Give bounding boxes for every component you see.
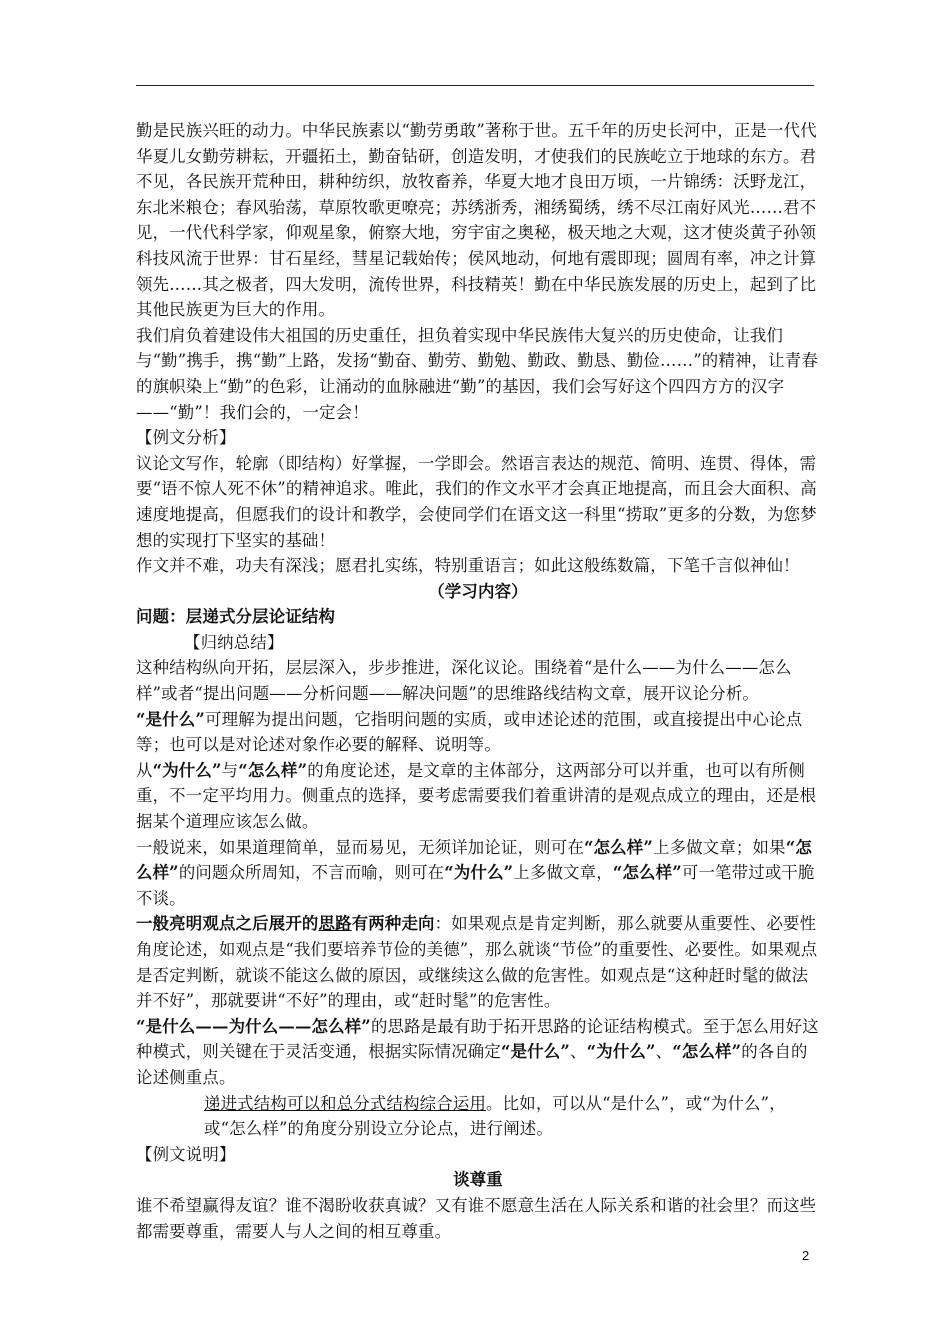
text-run: “怎么样” (136, 837, 812, 883)
text-run: 。比如，可以从“是什么”，或“为什么”，或“怎么样”的角度分别设立分论点，进行阐述。 (204, 1093, 786, 1139)
text-run: “怎么样” (583, 837, 653, 857)
summary-label: 【归纳总结】 (184, 632, 284, 652)
paragraph-what (136, 707, 820, 758)
text-run: “是什么” (501, 1042, 571, 1062)
text-run: 、 (570, 1042, 587, 1062)
paragraph-diligence-call: 我们肩负着建设伟大祖国的历史重任，担负着实现中华民族伟大复兴的历史使命，让我们与“勤”携手，携“勤”上路，发扬“勤奋、勤劳、勤勉、勤政、勤恳、勤俭……”的精神，让青春的旗帜染上“勤”的色彩，让涌动的血脉融进“勤”的基因，我们会写好这个四四方方的汉字——“勤”！我们会的，一定会！ (136, 325, 818, 422)
text-run: 上多做文章；如果 (652, 837, 786, 857)
text-run: 有两种走向 (351, 914, 435, 934)
paragraph-motto: 作文并不难，功夫有深浅；愿君扎实练，特别重语言；如此这般练数篇，下笔千言似神仙！ (136, 556, 800, 576)
text-run: 递进式结构可以和总分式结构综合运用 (204, 1093, 487, 1113)
example-explanation-label: 【例文说明】 (136, 1144, 236, 1164)
text-run: 从 (136, 760, 153, 780)
text-run: “为什么” (586, 1042, 656, 1062)
paragraph-thinking-model (136, 1014, 820, 1091)
text-run: ：如果观点是肯定判断，那么就要从重要性、必要性角度论述，如观点是“我们要培养节俭的美德”，那么就谈“节俭”的重要性、必要性。如果观点是否定判断，就谈不能这么做的原因，或继续这么做的危害性。如观点是“这种赶时髦的做法并不好”，那就要讲“不好”的理由，或“赶时髦”的危害性。 (136, 914, 818, 1011)
paragraph-analysis: 议论文写作，轮廓（即结构）好掌握，一学即会。然语言表达的规范、简明、连贯、得体，需要“语不惊人死不休”的精神追求。唯此，我们的作文水平才会真正地提高，而且会大面积、高速度地提高，但愿我们的设计和教学，会使同学们在语文这一科里“捞取”更多的分数，为您梦想的实现打下坚实的基础！ (136, 453, 817, 550)
bold-what: “是什么” (136, 709, 206, 729)
text-run: 上多做文章， (513, 863, 613, 883)
paragraph-diligence-history: 勤是民族兴旺的动力。中华民族素以“勤劳勇敢”著称于世。五千年的历史长河中，正是一代代华夏儿女勤劳耕耘，开疆拓土，勤奋钻研，创造发明，才使我们的民族屹立于地球的东方。君不见，各民族开荒种田，耕种纺织，放牧畜养，华夏大地才良田万顷，一片锦绣：沃野龙江，东北米粮仓；春风骀荡，草原牧歌更嘹亮；苏绣浙秀，湘绣蜀绣，绣不尽江南好风光……君不见，一代代科学家，仰观星象，俯察大地，穷宇宙之奥秘，极天地之大观，这才使炎黄子孙领科技风流于世界：甘石星经，彗星记载始传；侯风地动，何地有震即现；圆周有率，冲之计算领先……其之极者，四大发明，流传世界，科技精英！勤在中华民族发展的历史上，起到了比其他民族更为巨大的作用。 (136, 121, 817, 320)
text-run: “为什么” (444, 863, 514, 883)
document-body (136, 118, 820, 1244)
question-heading: 问题：层递式分层论证结构 (136, 607, 336, 627)
text-run: “怎么样” (612, 863, 682, 883)
paragraph-two-directions (136, 911, 820, 1013)
text-run: 可一笔带过或干脆不谈。 (136, 863, 815, 908)
example-analysis-label: 【例文分析】 (136, 428, 236, 448)
page-number: 2 (802, 1248, 810, 1263)
header-rule (136, 85, 814, 86)
paragraph-respect: 谁不希望赢得友谊？谁不渴盼收获真诚？又有谁不愿意生活在人际关系和谐的社会里？而这些都需要尊重，需要人与人之间的相互尊重。 (136, 1195, 817, 1241)
text-run: “怎么样” (672, 1042, 742, 1062)
paragraph-emphasis (136, 835, 820, 912)
text-run: “为什么” (152, 760, 222, 780)
paragraph-structure-intro: 这种结构纵向开拓，层层深入，步步推进，深化议论。围绕着“是什么——为什么——怎么样”或者“提出问题——分析问题——解决问题”的思维路线结构文章，展开议论分析。 (136, 658, 792, 704)
study-content-title: （学习内容） (428, 581, 528, 601)
text-run: 思路 (318, 914, 352, 934)
text-run: 与 (221, 760, 239, 780)
text-run: 一般说来，如果道理简单，显而易见，无须详加论证，则可在 (136, 837, 584, 857)
text-run: “是什么——为什么——怎么样” (136, 1016, 371, 1036)
text-run: 的问题众所周知，不言而喻，则可在 (178, 863, 445, 883)
text-run: 的思路是最有助于拓开思路的论证结构模式。至于怎么用好这种模式，则关键在于灵活变通，根据实际情况确定 (136, 1016, 819, 1062)
paragraph-why-how (136, 758, 820, 835)
text-run: 的各自的论述侧重点。 (136, 1042, 808, 1087)
text-run: 一般亮明观点之后展开的 (136, 914, 319, 934)
text-run: “怎么样” (238, 760, 308, 780)
text-run: 的角度论述，是文章的主体部分，这两部分可以并重，也可以有所侧重，不一定平均用力。侧重点的选择，要考虑需要我们着重讲清的是观点成立的理由，还是根据某个道理应该怎么做。 (136, 760, 817, 832)
essay-title: 谈尊重 (453, 1170, 503, 1190)
paragraph-combined-structure (136, 1091, 820, 1142)
text-run: 、 (655, 1042, 673, 1062)
text-run: 可理解为提出问题，它指明问题的实质，或申述论述的范围，或直接提出中心论点等；也可以是对论述对象作必要的解释、说明等。 (136, 709, 803, 755)
